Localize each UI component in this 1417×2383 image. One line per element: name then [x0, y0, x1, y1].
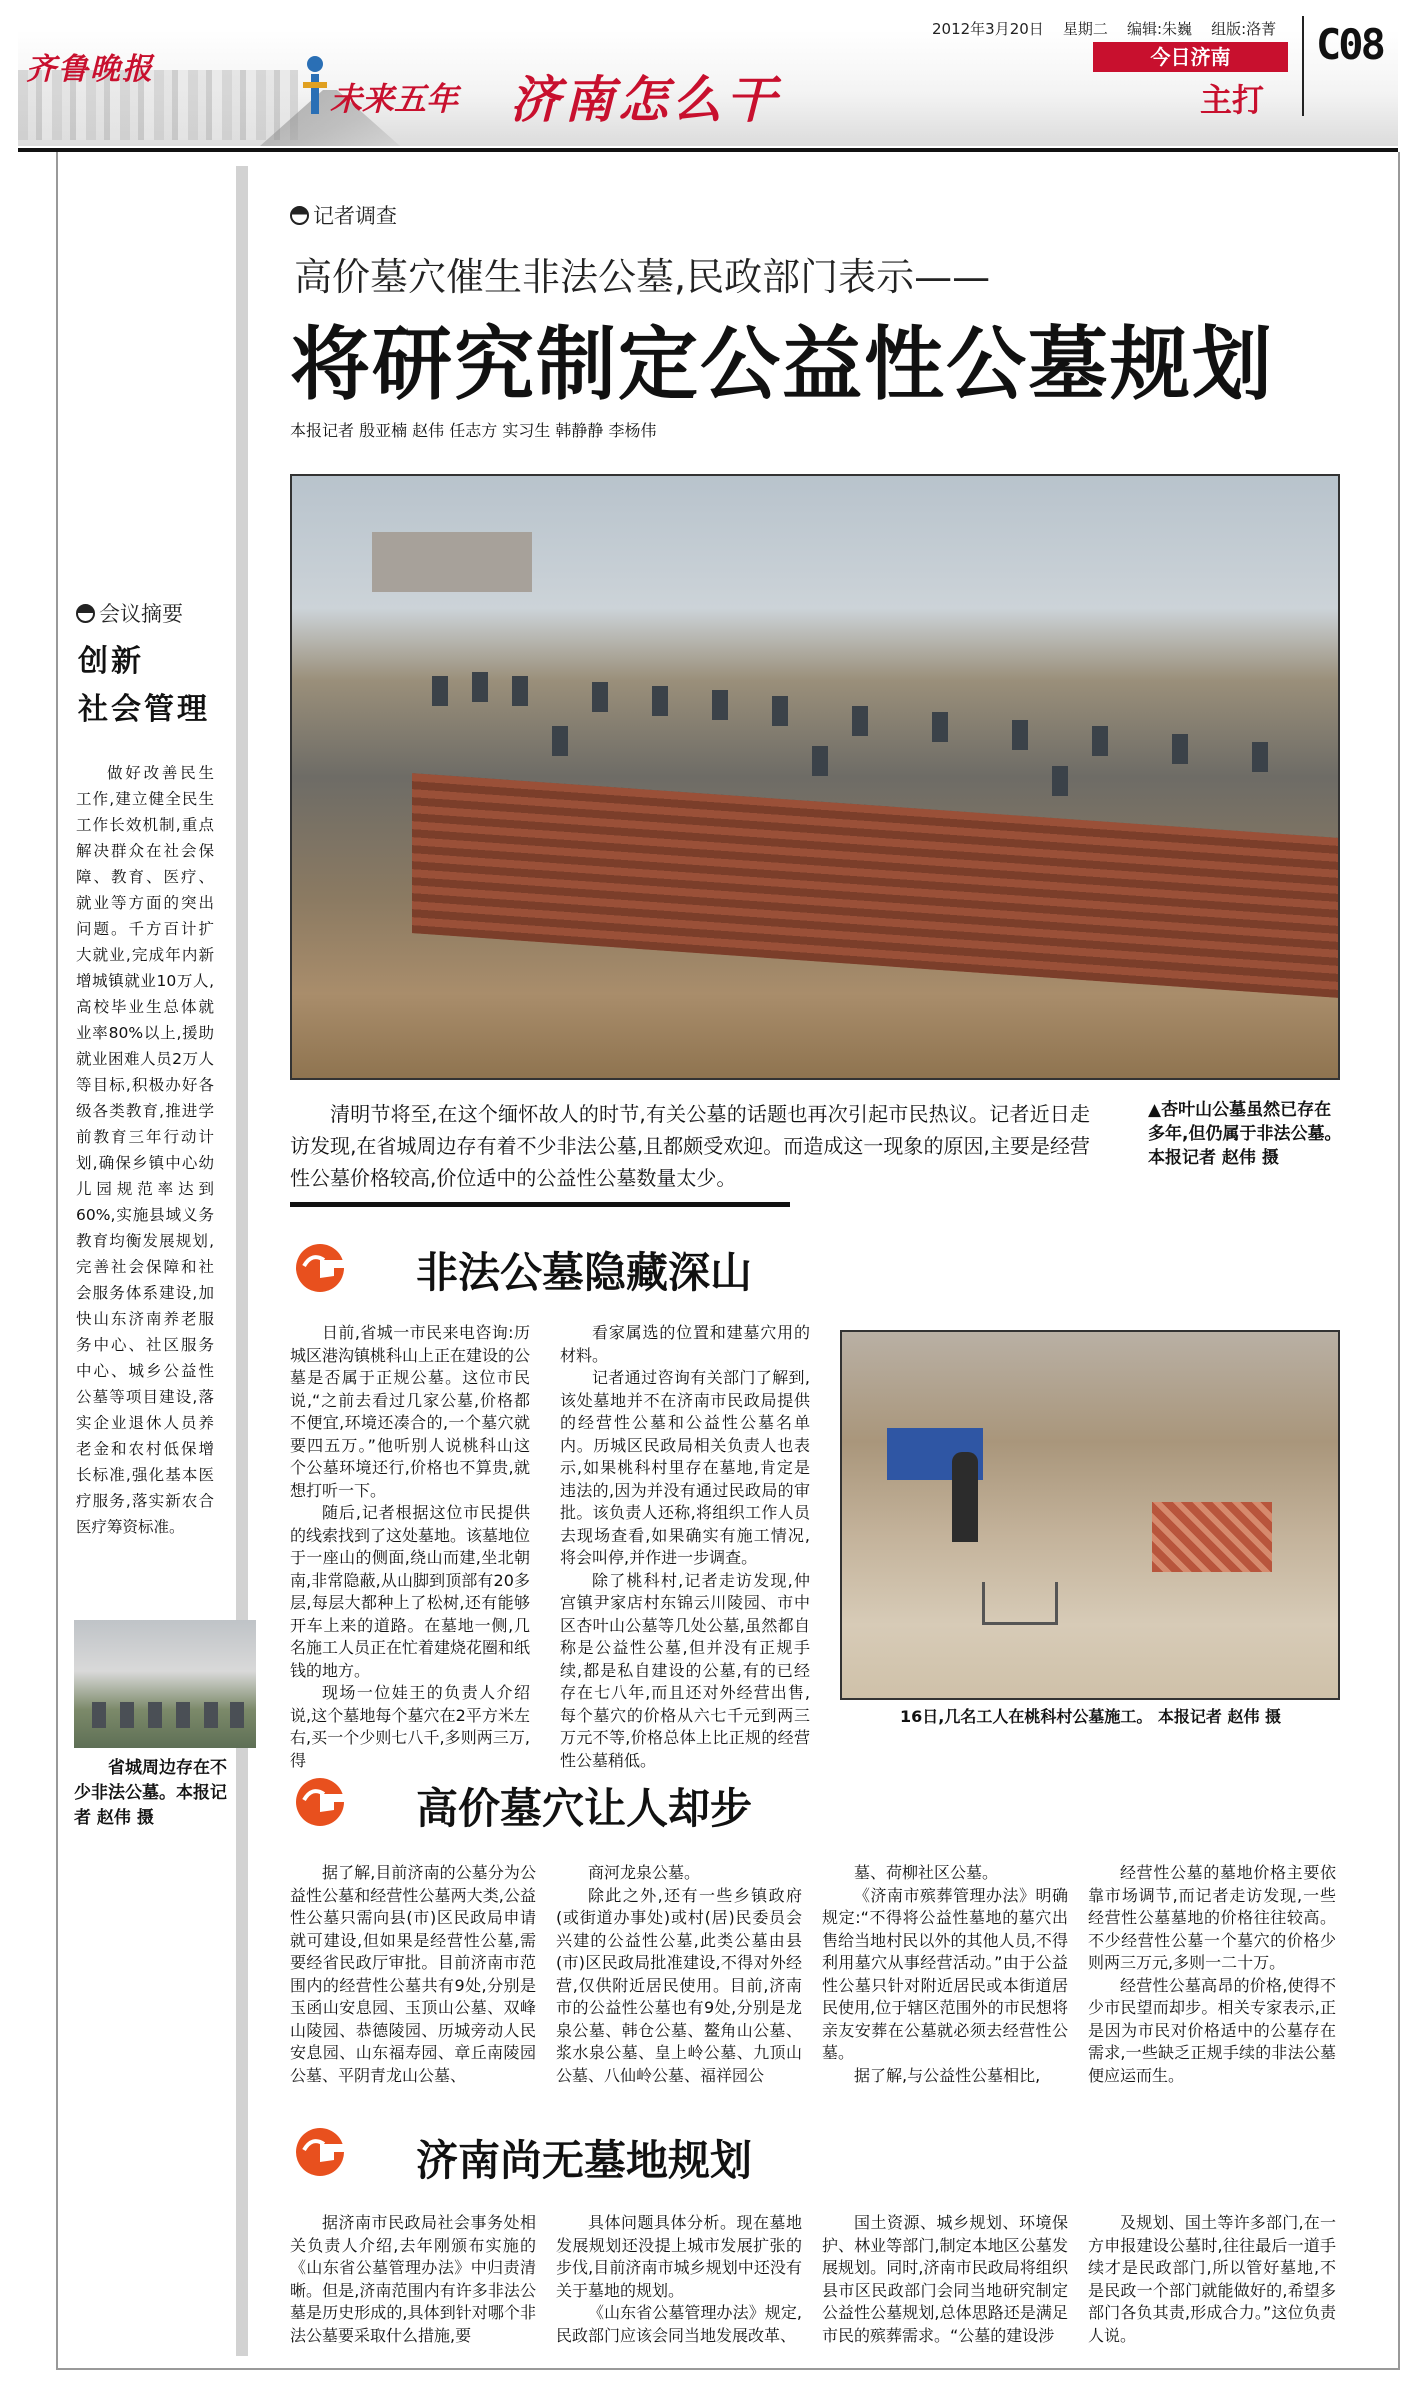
- layout-credit: 组版:洛菁: [1211, 20, 1277, 38]
- section-3-column-2: 具体问题具体分析。现在墓地发展规划还没提上城市发展扩张的步伐,目前济南市城乡规划中还没有关于墓地的规划。 《山东省公墓管理办法》规定,民政部门应该会同当地发展改革、: [556, 2213, 802, 2345]
- frame-bottom-rule: [56, 2368, 1400, 2370]
- kicker-ring-icon: [76, 604, 95, 623]
- article-byline: 本报记者 殷亚楠 赵伟 任志方 实习生 韩静静 李杨伟: [290, 421, 657, 440]
- sidebar-photo: [74, 1620, 256, 1748]
- article-intro: 清明节将至,在这个缅怀故人的时节,有关公墓的话题也再次引起市民热议。记者近日走访发现,在省城周边存有着不少非法公墓,且都颇受欢迎。而造成这一现象的原因,主要是经营性公墓价格较高,价位适中的公益性公墓数量太少。: [290, 1102, 1090, 1190]
- pointing-hand-icon: [290, 2122, 364, 2180]
- paper-name: 齐鲁晚报: [26, 52, 154, 87]
- section-title-3: 济南尚无墓地规划: [416, 2136, 753, 2185]
- frame-right-rule: [1398, 152, 1400, 2370]
- issue-date: 2012年3月20日: [932, 20, 1044, 38]
- series-person-icon: [300, 54, 330, 124]
- series-title: 济南怎么干: [510, 70, 780, 129]
- section-1-column-1: 日前,省城一市民来电咨询:历城区港沟镇桃科山上正在建设的公墓是否属于正规公墓。这位市民说,“之前去看过几家公墓,价格都不便宜,环境还凑合的,一个墓穴就要四五万。”他听别人说桃科山这个公墓环境还行,价格也不算贵,就想打听一下。 随后,记者根据这位市民提供的线索找到了这处墓地。该墓地位于一座山的侧面,绕山而建,坐北朝南,非常隐蔽,从山脚到顶部有20多层,每层大都种上了松树,还有能够开车上来的道路。在墓地一侧,几名施工人员正在忙着建烧花圈和纸钱的地方。 现场一位娃王的负责人介绍说,这个墓地每个墓穴在2平方米左右,买一个少则七八千,多则两三万,得: [290, 1323, 531, 1770]
- section-2-column-3: 墓、荷柳社区公墓。 《济南市殡葬管理办法》明确规定:“不得将公益性墓地的墓穴出售给当地村民以外的其他人员,不得利用墓穴从事经营活动。”由于公益性公墓只针对附近居民或本街道居民使用,位于辖区范围外的市民想将亲友安葬在公墓就必须去经营性公墓。 据了解,与公益性公墓相比,: [822, 1863, 1068, 2085]
- frame-left-rule: [56, 152, 58, 2370]
- pointing-hand-icon: [290, 1238, 364, 1296]
- section-2-column-1: 据了解,目前济南的公墓分为公益性公墓和经营性公墓两大类,公益性公墓只需向县(市)区民政局申请就可建设,但如果是经营性公墓,需要经省民政厅审批。目前济南市范围内的经营性公墓共有9处,分别是玉函山安息园、玉顶山公墓、双峰山陵园、恭德陵园、历城旁动人民安息园、山东福寿园、章丘南陵园公墓、平阴青龙山公墓、: [290, 1863, 536, 2085]
- construction-photo: [840, 1330, 1340, 1700]
- section-title-2: 高价墓穴让人却步: [416, 1784, 753, 1833]
- article-subheadline: 高价墓穴催生非法公墓,民政部门表示——: [294, 255, 991, 299]
- section-title-1: 非法公墓隐藏深山: [416, 1248, 753, 1297]
- photo-worker: [952, 1452, 978, 1542]
- frame-top-rule: [18, 148, 1398, 152]
- kicker-ring-icon: [290, 206, 309, 225]
- column-divider: [236, 166, 248, 2356]
- section-label: 今日济南: [1093, 42, 1288, 72]
- photo-building: [372, 532, 532, 592]
- series-title-prefix: 未来五年: [330, 80, 459, 118]
- sidebar-photo-caption: 省城周边存在不少非法公墓。本报记者 赵伟 摄: [74, 1758, 227, 1828]
- sidebar-headline-1: 创新: [78, 644, 144, 679]
- sidebar-headline-2: 社会管理: [78, 692, 210, 727]
- section-3-column-3: 国土资源、城乡规划、环境保护、林业等部门,制定本地区公墓发展规划。同时,济南市民政局将组织县市区民政部门会同当地研究制定公益性公墓规划,总体思路还是满足市民的殡葬需求。“公墓的建设涉: [822, 2213, 1068, 2345]
- section-1-column-2: 看家属选的位置和建墓穴用的材料。 记者通过咨询有关部门了解到,该处墓地并不在济南市民政局提供的经营性公墓和公益性公墓名单内。历城区民政局相关负责人也表示,如果桃科村里存在墓地,肯定是违法的,因为并没有通过民政局的审批。该负责人还称,将组织工作人员去现场查看,如果确实有施工情况,将会叫停,并作进一步调查。 除了桃科村,记者走访发现,仲宫镇尹家店村东锦云川陵园、市中区杏叶山公墓等几处公墓,虽然都自称是公益性公墓,但并没有正规手续,都是私自建设的公墓,有的已经存在七八年,而且还对外经营出售,每个墓穴的价格从六七千元到两三万元不等,价格总体上比正规的经营性公墓稍低。: [560, 1323, 810, 1770]
- photo-cart: [982, 1582, 1058, 1625]
- section-3-column-1: 据济南市民政局社会事务处相关负责人介绍,去年刚颁布实施的《山东省公墓管理办法》中归责清晰。但是,济南范围内有许多非法公墓是历史形成的,具体到针对哪个非法公墓要采取什么措施,要: [290, 2213, 536, 2345]
- section-2-column-4: 经营性公墓的墓地价格主要依靠市场调节,而记者走访发现,一些经营性公墓墓地的价格往往较高。不少经营性公墓一个墓穴的价格少则两三万元,多则一二十万。 经营性公墓高昂的价格,使得不少市民望而却步。相关专家表示,正是因为市民对价格适中的公墓存在需求,一些缺乏正规手续的非法公墓便应运而生。: [1088, 1863, 1336, 2085]
- construction-photo-caption: 16日,几名工人在桃科村公墓施工。 本报记者 赵伟 摄: [900, 1707, 1282, 1726]
- photo-bricks: [1152, 1502, 1272, 1572]
- pointing-hand-icon: [290, 1772, 364, 1830]
- editor-credit: 编辑:朱巍: [1126, 20, 1193, 38]
- article-kicker: 记者调查: [290, 200, 397, 230]
- cemetery-photo: [290, 474, 1340, 1080]
- photo-brick-wall: [412, 773, 1340, 999]
- article-headline: 将研究制定公益性公墓规划: [290, 318, 1274, 411]
- intro-rule: [290, 1202, 790, 1207]
- masthead-divider: [1302, 16, 1304, 116]
- cemetery-photo-caption: ▲杏叶山公墓虽然已存在多年,但仍属于非法公墓。 本报记者 赵伟 摄: [1148, 1100, 1342, 1168]
- sidebar-body: 做好改善民生工作,建立健全民生工作长效机制,重点解决群众在社会保障、教育、医疗、就业等方面的突出问题。千方百计扩大就业,完成年内新增城镇就业10万人,高校毕业生总体就业率80%以上,援助就业困难人员2万人等目标,积极办好各级各类教育,推进学前教育三年行动计划,确保乡镇中心幼儿园规范率达到60%,实施县域义务教育均衡发展规划,完善社会保障和社会服务体系建设,加快山东济南养老服务中心、社区服务中心、城乡公益性公墓等项目建设,落实企业退休人员养老金和农村低保增长标准,强化基本医疗服务,落实新农合医疗筹资标准。: [76, 764, 214, 1536]
- section-2-column-2: 商河龙泉公墓。 除此之外,还有一些乡镇政府(或街道办事处)或村(居)民委员会兴建的公益性公墓,此类公墓由县(市)区民政局批准建设,不得对外经营,仅供附近居民使用。目前,济南市的公益性公墓也有9处,分别是龙泉公墓、韩仓公墓、鳌角山公墓、浆水泉公墓、皇上岭公墓、九顶山公墓、八仙岭公墓、福祥园公: [556, 1863, 802, 2085]
- dateline: [932, 18, 1276, 39]
- section-3-column-4: 及规划、国土等许多部门,在一方申报建设公墓时,往往最后一道手续才是民政部门,所以管好墓地,不是民政一个部门就能做好的,希望多部门各负其责,形成合力。”这位负责人说。: [1088, 2213, 1336, 2345]
- section-tag: 主打: [1200, 81, 1265, 119]
- issue-weekday: 星期二: [1062, 20, 1108, 38]
- page-number: C08: [1316, 20, 1383, 69]
- sidebar-kicker: 会议摘要: [76, 598, 183, 628]
